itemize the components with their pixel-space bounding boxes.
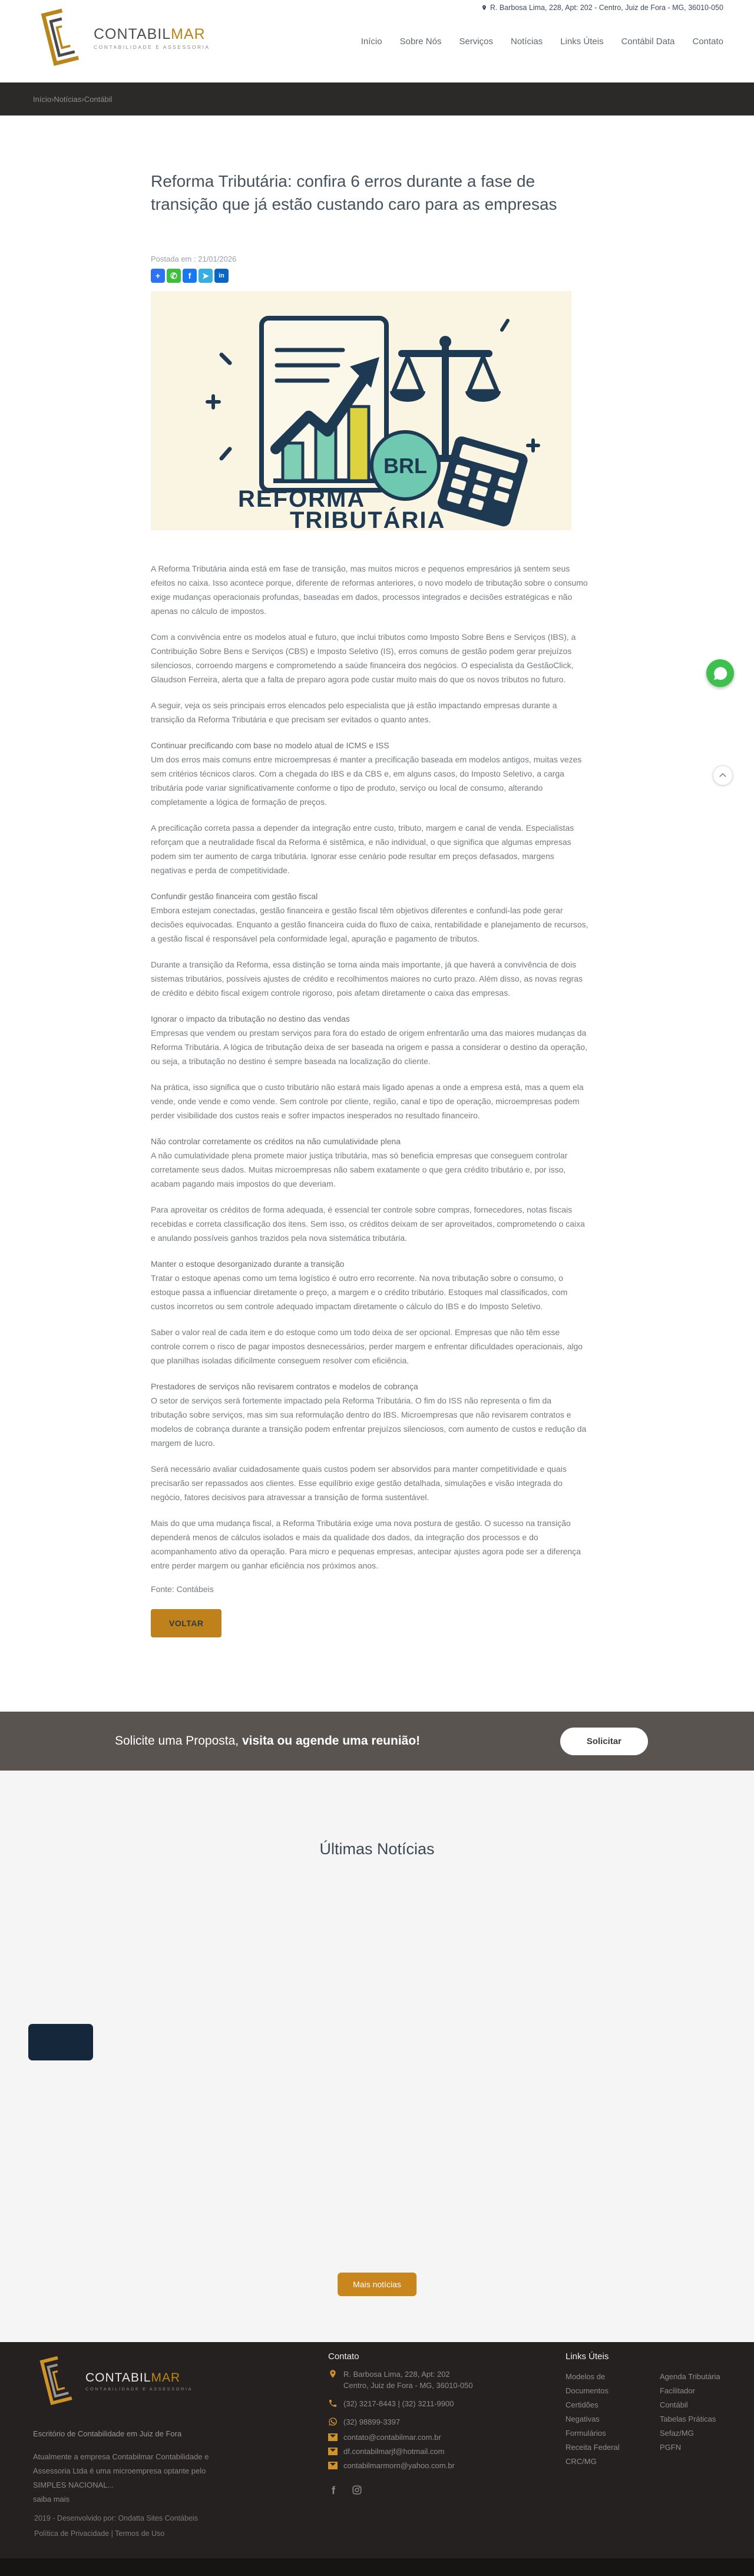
footer-bottom-strip: [0, 2558, 754, 2576]
phone-icon: [328, 2399, 338, 2408]
footer-contact-title: Contato: [328, 2352, 359, 2362]
article-subheading: Não controlar corretamente os créditos na não cumulatividade plena: [151, 1137, 401, 1146]
footer-credits: 2019 - Desenvolvido por: Ondatta Sites Contábeis: [34, 2514, 198, 2522]
footer-social: [332, 2485, 362, 2497]
map-pin-icon: [481, 5, 487, 11]
article-body: [151, 562, 590, 1573]
footer-link-pgfn[interactable]: PGFN: [660, 2443, 682, 2452]
footer-link-formularios[interactable]: Formulários: [566, 2429, 606, 2438]
footer-address-line2: Centro, Juiz de Fora - MG, 36010-050: [343, 2381, 473, 2390]
scroll-to-top-button[interactable]: [713, 765, 733, 785]
cta-text-bold: visita ou agende uma reunião!: [242, 1734, 421, 1748]
logo-mark-icon: [32, 5, 89, 71]
footer-link-tabelas-praticas[interactable]: Tabelas Práticas: [660, 2415, 716, 2423]
footer-email-text[interactable]: contabilmarmorn@yahoo.com.br: [343, 2461, 455, 2470]
footer-logo-tagline: CONTABILIDADE E ASSESSORIA: [85, 2386, 193, 2392]
map-pin-icon: [328, 2369, 338, 2379]
request-proposal-button[interactable]: Solicitar: [560, 1728, 648, 1755]
article-subheading: Continuar precificando com base no modelo atual de ICMS e ISS: [151, 741, 389, 750]
nav-item-links-uteis[interactable]: Links Úteis: [560, 37, 604, 47]
nav-item-sobre-nos[interactable]: Sobre Nós: [399, 37, 442, 47]
breadcrumb-item-noticias[interactable]: Notícias: [54, 94, 82, 104]
posted-date: Postada em : 21/01/2026: [151, 255, 237, 263]
whatsapp-icon: [713, 666, 728, 681]
footer-logo-text: [85, 2371, 193, 2392]
footer-brand-main: CONTABIL: [85, 2370, 151, 2385]
latest-news-title: Últimas Notícias: [319, 1840, 435, 1858]
footer-email-row: [328, 2461, 473, 2470]
footer-links-title: Links Úteis: [566, 2352, 609, 2362]
breadcrumb-separator: ›: [81, 94, 84, 104]
site-logo[interactable]: [32, 5, 210, 71]
footer-whatsapp-text: (32) 98899-3397: [343, 2418, 401, 2426]
footer-link-modelos-de-documentos[interactable]: Modelos de Documentos: [566, 2372, 609, 2395]
footer-logo-mark-icon: [32, 2353, 81, 2409]
facebook-icon[interactable]: f: [332, 2485, 335, 2496]
footer-brand-wordmark: [85, 2371, 193, 2385]
footer-links-column: [566, 2352, 726, 2469]
nav-item-servicos[interactable]: Serviços: [459, 37, 494, 47]
article-paragraph: Durante a transição da Reforma, essa distinção se torna ainda mais importante, já que haverá a convivência de dois sistemas tributários, possíveis ajustes de crédito e recolhimentos maiores no curto prazo. Além disso, as novas regras de crédito e débito fiscal exigem controle rigoroso, pois afetam diretamente o caixa das empresas.: [151, 960, 583, 998]
back-button[interactable]: VOLTAR: [151, 1609, 221, 1637]
cta-text: [115, 1734, 420, 1748]
article-page: [0, 115, 754, 1712]
article-paragraph: Será necessário avaliar cuidadosamente quais custos podem ser absorvidos para manter competitividade e quais precisarão ser repassados aos clientes. Esse equilíbrio exige gestão detalhada, simulações e visão integrada do negócio, fatores decisivos para atravessar a transição de forma sustentável.: [151, 1464, 567, 1502]
article-paragraph: Um dos erros mais comuns entre microempresas é manter a precificação baseada em modelos antigos, muitas vezes sem critérios técnicos claros. Com a chegada do IBS e da CBS e, em alguns casos, do Imposto Seletivo, a carga tributária pode variar significativamente conforme o tipo de produto, serviço ou local de consumo, alterando completamente a lógica de formação de preços.: [151, 755, 582, 807]
share-buttons: [151, 269, 590, 283]
share-plus-icon[interactable]: +: [151, 269, 165, 283]
article-paragraph: Para aproveitar os créditos de forma adequada, é essencial ter controle sobre compras, fornecedores, notas fiscais recebidas e correta classificação dos itens. Sem isso, os créditos deixam de ser aproveitados, comprometendo o caixa e anulando possíveis ganhos trazidos pela nova sistemática tributária.: [151, 1205, 585, 1243]
whatsapp-float-button[interactable]: [706, 659, 734, 687]
footer-emails: [328, 2433, 473, 2470]
footer-link-certidoes-negativas[interactable]: Certidões Negativas: [566, 2400, 600, 2423]
footer-logo[interactable]: [32, 2353, 193, 2409]
article-paragraph: A não cumulatividade plena promete maior justiça tributária, mas só beneficia empresas que conseguem controlar corretamente seus dados. Muitas microempresas não sabem exatamente o que gera crédito tributário e, por isso, acabam pagando mais impostos do que deveriam.: [151, 1151, 568, 1188]
nav-item-noticias[interactable]: Notícias: [511, 37, 543, 47]
article-paragraph: Na prática, isso significa que o custo tributário não estará mais ligado apenas a onde a empresa está, mas a quem ela vende, onde vende e como vende. Sem controle por cliente, região, canal e tipo de operação, microempresas podem perder visibilidade dos custos reais e sofrer impactos inesperados no resultado financeiro.: [151, 1082, 584, 1120]
email-icon: [328, 2448, 338, 2455]
main-nav: [361, 37, 723, 47]
brand-accent: MAR: [171, 25, 206, 42]
whatsapp-icon: [328, 2417, 338, 2426]
whatsapp-share-icon[interactable]: ✆: [167, 269, 181, 283]
instagram-icon[interactable]: [352, 2485, 362, 2495]
article-source: Fonte: Contábeis: [151, 1584, 214, 1594]
footer-contact-column: [328, 2352, 473, 2470]
article-paragraph: Com a convivência entre os modelos atual e futuro, que inclui tributos como Imposto Sobre Bens e Serviços (IBS), a Contribuição Sobre Bens e Serviços (CBS) e Imposto Seletivo (IS), erros comuns de gestão podem gerar prejuízos silenciosos, corroendo margens e comprometendo a saúde financeira dos negócios. O especialista da GestãoClick, Glaudson Ferreira, alerta que a falta de preparo agora pode custar muito mais do que os novos tributos no futuro.: [151, 632, 576, 684]
footer-email-text[interactable]: df.contabilmarjf@hotmail.com: [343, 2447, 445, 2456]
footer-link-facilitador[interactable]: Facilitador: [660, 2386, 695, 2395]
footer-link-receita-federal[interactable]: Receita Federal: [566, 2443, 620, 2452]
footer-about-headline: Escritório de Contabilidade em Juiz de Fora: [33, 2429, 182, 2438]
footer-phones-text: (32) 3217-8443 | (32) 3211-9900: [343, 2399, 454, 2408]
nav-item-contabil-data[interactable]: Contábil Data: [621, 37, 675, 47]
article-paragraph: Mais do que uma mudança fiscal, a Reforma Tributária exige uma nova postura de gestão. O sucesso na transição dependerá menos de cálculos isolados e mais da qualidade dos dados, da integração dos processos e do acompanhamento ativo da operação. Para micro e pequenas empresas, antecipar ajustes agora pode ser a diferença entre perder margem ou ganhar eficiência nos próximos anos.: [151, 1518, 581, 1570]
footer-email-row: [328, 2433, 473, 2442]
footer-address-text: [343, 2369, 473, 2391]
news-card-placeholder[interactable]: [28, 2024, 93, 2060]
footer-about-paragraph: Atualmente a empresa Contabilmar Contabilidade e Assessoria Ltda é uma microempresa optante pelo SIMPLES NACIONAL...: [33, 2452, 209, 2489]
article-subheading: Manter o estoque desorganizado durante a transição: [151, 1259, 345, 1269]
footer-whatsapp: [328, 2416, 473, 2428]
header-address: [481, 4, 723, 12]
footer-brand-accent: MAR: [151, 2370, 181, 2385]
article-paragraph: Embora estejam conectadas, gestão financeira e gestão fiscal têm objetivos diferentes e confundi-las pode gerar decisões equivocadas. Enquanto a gestão financeira cuida do fluxo de caixa, rentabilidade e planejamento de recursos, a gestão fiscal é responsável pela conformidade legal, apuração e pagamento de tributos.: [151, 906, 588, 943]
logo-tagline: CONTABILIDADE E ASSESSORIA: [94, 44, 210, 50]
article-paragraph: Saber o valor real de cada item e do estoque como um todo deixa de ser opcional. Empresas que não têm esse controle correm o risco de pagar impostos desnecessários, perder margem e enfrentar dificuldades operacionais, algo que planilhas isoladas dificilmente conseguem resolver com eficiência.: [151, 1327, 583, 1365]
linkedin-share-icon[interactable]: in: [214, 269, 229, 283]
article-paragraph: O setor de serviços será fortemente impactado pela Reforma Tributária. O fim do ISS não representa o fim da tributação sobre serviços, mas sim sua reformulação dentro do IBS. Microempresas que não revisarem contratos e modelos de cobrança durante a transição podem enfrentar prejuízos silenciosos, com aumento de custos e redução da margem de lucro.: [151, 1396, 587, 1448]
footer-phones: [328, 2398, 473, 2409]
footer-link-crcmg[interactable]: CRC/MG: [566, 2457, 597, 2466]
hero-caption-1: REFORMA: [238, 486, 366, 512]
article-subheading: Prestadores de serviços não revisarem contratos e modelos de cobrança: [151, 1382, 418, 1391]
article-subheading: Ignorar o impacto da tributação no destino das vendas: [151, 1014, 350, 1023]
article-hero-image: [151, 291, 571, 530]
footer-legal-links[interactable]: Política de Privacidade | Termos de Uso: [34, 2529, 165, 2538]
breadcrumb-separator: ›: [51, 94, 54, 104]
nav-item-contato[interactable]: Contato: [692, 37, 723, 47]
logo-text: [94, 26, 210, 50]
article-paragraph: A Reforma Tributária ainda está em fase de transição, mas muitos micros e pequenos empresários já sentem seus efeitos no caixa. Isso acontece porque, diferente de reformas anteriores, o novo modelo de tributação sobre o consumo exige mudanças operacionais profundas, baseadas em dados, processos integrados e decisões estratégicas e não apenas no cálculo de impostos.: [151, 564, 588, 616]
page-title: Reforma Tributária: confira 6 erros durante a fase de transição que já estão custando caro para as empresas: [151, 172, 557, 213]
cta-text-regular: Solicite uma Proposta,: [115, 1734, 242, 1748]
hero-caption-2: TRIBUTÁRIA: [290, 507, 446, 530]
footer-link-contabil[interactable]: Contábil: [660, 2400, 688, 2409]
breadcrumb: [0, 82, 754, 115]
breadcrumb-item-inicio[interactable]: Início: [33, 94, 52, 104]
proposal-cta-band: [0, 1712, 754, 1771]
brand-main: CONTABIL: [94, 25, 171, 42]
telegram-share-icon[interactable]: ➤: [199, 269, 213, 283]
logo-wordmark: [94, 26, 210, 43]
footer-link-agenda-tributaria[interactable]: Agenda Tributária: [660, 2372, 720, 2381]
address-text: R. Barbosa Lima, 228, Apt: 202 - Centro, Juiz de Fora - MG, 36010-050: [490, 4, 723, 12]
facebook-share-icon[interactable]: f: [183, 269, 197, 283]
nav-item-inicio[interactable]: Início: [361, 37, 382, 47]
footer-links-col2: [660, 2370, 726, 2469]
footer-about-text: [33, 2450, 227, 2506]
footer-links-col1: [566, 2370, 631, 2469]
footer-address-line1: R. Barbosa Lima, 228, Apt: 202: [343, 2370, 450, 2379]
article-paragraph: A precificação correta passa a depender da integração entre custo, tributo, margem e canal de venda. Especialistas reforçam que a neutralidade fiscal da Reforma é sistêmica, e não individual, o que significa que algumas empresas podem sim ter aumento de carga tributária. Ignorar esse cenário pode resultar em preços defasados, margens negativas e perda de competitividade.: [151, 823, 574, 875]
article-paragraph: A seguir, veja os seis principais erros elencados pelo especialista que já estão impactando empresas durante a transição da Reforma Tributária e que precisam ser evitados o quanto antes.: [151, 701, 557, 724]
footer-link-sefazmg[interactable]: Sefaz/MG: [660, 2429, 694, 2438]
latest-news-section: [0, 1771, 754, 2342]
article-paragraph: Empresas que vendem ou prestam serviços para fora do estado de origem enfrentarão uma das maiores mudanças da Reforma Tributária. A lógica de tributação deixa de ser baseada na origem e passa a considerar o destino da operação, ou seja, a tributação no destino é sempre baseada na localização do cliente.: [151, 1028, 587, 1066]
more-news-button[interactable]: Mais notícias: [338, 2273, 416, 2296]
email-icon: [328, 2433, 338, 2441]
email-icon: [328, 2462, 338, 2469]
footer-email-row: [328, 2447, 473, 2456]
article-subheading: Confundir gestão financeira com gestão fiscal: [151, 891, 318, 901]
footer-address: [328, 2369, 473, 2391]
read-more-link[interactable]: saiba mais: [33, 2495, 70, 2504]
site-footer: [0, 2342, 754, 2576]
site-header: [0, 0, 754, 82]
chevron-up-icon: [719, 771, 727, 780]
footer-email-text[interactable]: contato@contabilmar.com.br: [343, 2433, 441, 2442]
breadcrumb-item-contabil: Contábil: [84, 94, 113, 104]
hero-badge-text: BRL: [383, 454, 427, 478]
article-paragraph: Tratar o estoque apenas como um tema logístico é outro erro recorrente. Na nova tributação sobre o consumo, o estoque passa a influenciar diretamente o preço, a margem e o crédito tributário. Estoques mal classificados, com custos incorretos ou sem controle adequado impactam diretamente o cálculo do IBS e do Imposto Seletivo.: [151, 1273, 568, 1311]
